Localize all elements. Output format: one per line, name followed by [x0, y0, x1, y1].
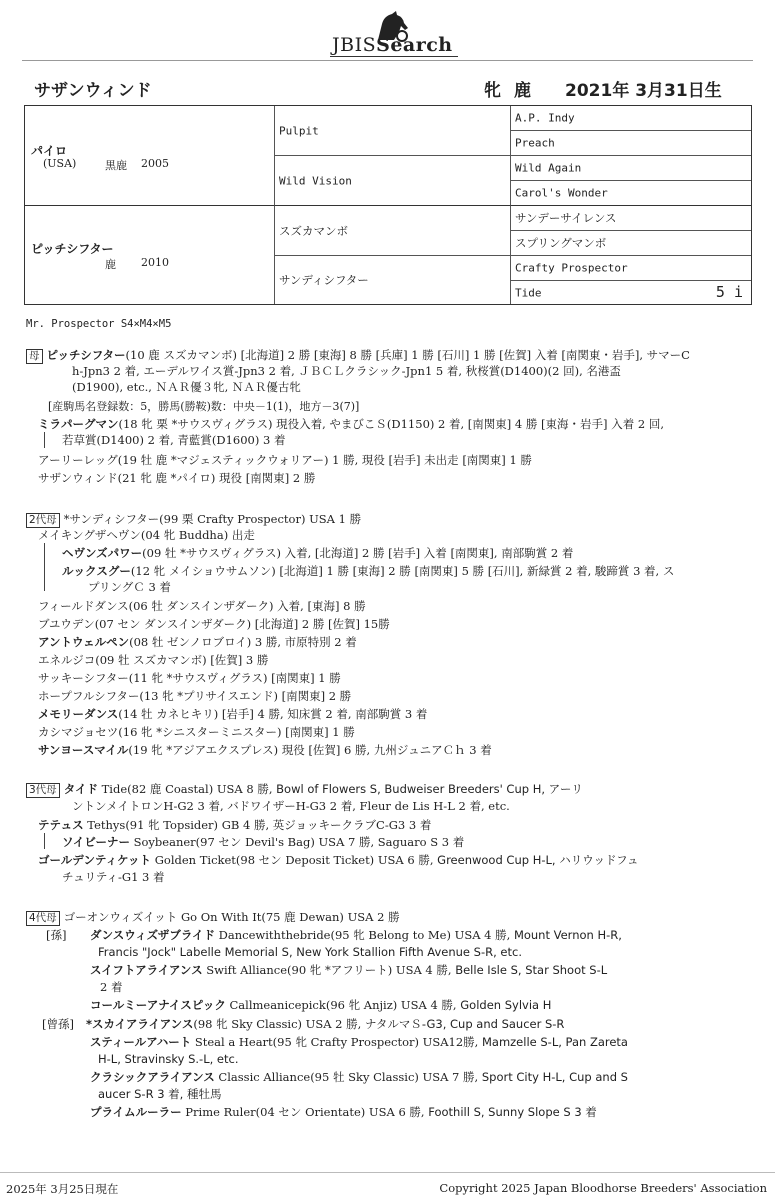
horse-color: 鹿 [514, 81, 531, 101]
progeny-line: ダンスウィズザブライド Dancewiththebride(95 牝 Belong to Me) USA 4 勝, Mount Vernon H-R, [90, 928, 622, 942]
progeny-line: エネルジコ(09 牡 スズカマンボ) [佐賀] 3 勝 [38, 653, 269, 667]
pedigree-table [24, 105, 752, 305]
section-tag: 3代母 [26, 783, 60, 798]
inbreeding-count: 5 i [715, 283, 743, 301]
progeny-line: コールミーアナイスピック Callmeanicepick(96 牝 Anjiz) USA 4 勝, Golden Sylvia H [90, 998, 552, 1012]
gen3-cell[interactable]: Wild Again [511, 156, 751, 181]
great-grandchild-label: [曾孫] [42, 1017, 74, 1031]
progeny-line: カシマジョセツ(16 牝 *シニスターミニスター) [南関東] 1 勝 [38, 725, 355, 739]
gen3-cell[interactable]: Tide 5 i [515, 283, 743, 301]
tree-connector [44, 833, 45, 849]
footer-copyright: Copyright 2025 Japan Bloodhorse Breeders' Association [439, 1181, 767, 1195]
horse-name: サザンウィンド [34, 81, 152, 101]
progeny-line: ヘヴンズパワー(09 牡 *サウスヴィグラス) 入着, [北海道] 2 勝 [岩手] 入着 [南関東], 南部駒賞 2 着 [62, 546, 574, 560]
progeny-line: H-L, Stravinsky S.-L, etc. [98, 1052, 239, 1066]
progeny-line: フィールドダンス(06 牡 ダンスインザダーク) 入着, [東海] 8 勝 [38, 599, 366, 613]
dam-name[interactable]: ピッチシフター [31, 242, 114, 256]
gen3-cell[interactable]: スプリングマンボ [511, 231, 751, 256]
section-second-dam-line: 2代母 *サンディシフター(99 栗 Crafty Prospector) USA 1 勝 [26, 511, 361, 528]
progeny-line: ルックスグー(12 牝 メイショウサムソン) [北海道] 1 勝 [東海] 2 勝 [南関東] 5 勝 [石川], 新緑賞 2 着, 駿蹄賞 3 着, ス [62, 564, 675, 578]
sire-year: 2005 [141, 157, 169, 170]
progeny-line: プリングＣ 3 着 [88, 580, 171, 594]
tree-connector [44, 432, 45, 448]
progeny-line: サンヨースマイル(19 牝 *アジアエクスプレス) 現役 [佐賀] 6 勝, 九州ジュニアＣｈ 3 着 [38, 743, 492, 757]
logo-text: JBISSearch [332, 34, 453, 56]
gen2-cell[interactable]: Pulpit [275, 106, 511, 156]
progeny-line: プライムルーラー Prime Ruler(04 セン Orientate) USA 6 勝, Foothill S, Sunny Slope S 3 着 [90, 1105, 597, 1119]
progeny-line: チュリティ-G1 3 着 [62, 870, 165, 884]
progeny-line: クラシックアライアンス Classic Alliance(95 牡 Sky Classic) USA 7 勝, Sport City H-L, Cup and S [90, 1070, 628, 1084]
section-dam-line: 母 ピッチシフター(10 鹿 スズカマンボ) [北海道] 2 勝 [東海] 8 勝 [兵庫] 1 勝 [石川] 1 勝 [佐賀] 入着 [南関東・岩手], サマーC [26, 347, 690, 364]
progeny-line: ホープフルシフター(13 牝 *プリサイスエンド) [南関東] 2 勝 [38, 689, 352, 703]
footer-date: 2025年 3月25日現在 [6, 1182, 119, 1196]
jbis-logo[interactable] [300, 8, 475, 56]
gen3-cell[interactable]: サンデーサイレンス [511, 206, 751, 231]
footer-divider [0, 1172, 775, 1173]
progeny-line: ソイビーナー Soybeaner(97 セン Devil's Bag) USA 7 勝, Saguaro S 3 着 [62, 835, 465, 849]
progeny-line: スイフトアライアンス Swift Alliance(90 牝 *アフリート) USA 4 勝, Belle Isle S, Star Shoot S-L [90, 963, 608, 977]
progeny-line: アーリーレッグ(19 牡 鹿 *マジェスティックウォリアー) 1 勝, 現役 [岩手] 未出走 [南関東] 1 勝 [38, 453, 532, 467]
dam-year: 2010 [141, 256, 169, 269]
section-third-dam-line: ントンメイトロンH-G2 3 着, バドワイザーH-G3 2 着, Fleur de Lis H-L 2 着, etc. [72, 799, 510, 813]
progeny-line: サザンウィンド(21 牝 鹿 *パイロ) 現役 [南関東] 2 勝 [38, 471, 316, 485]
progeny-line: aucer S-R 3 着, 種牡馬 [98, 1087, 222, 1101]
progeny-line: 2 着 [100, 980, 123, 994]
gen3-cell[interactable]: Preach [511, 131, 751, 156]
gen3-cell[interactable]: A.P. Indy [511, 106, 751, 131]
gen2-cell[interactable]: Wild Vision [275, 156, 511, 206]
progeny-line: メイキングザヘヴン(04 牝 Buddha) 出走 [38, 528, 255, 542]
progeny-line: スティールアハート Steal a Heart(95 牝 Crafty Prospector) USA12勝, Mamzelle S-L, Pan Zareta [90, 1035, 628, 1049]
progeny-line: Francis "Jock" Labelle Memorial S, New York Stallion Fifth Avenue S-R, etc. [98, 945, 522, 959]
section-fourth-dam-line: 4代母 ゴーオンウィズイット Go On With It(75 鹿 Dewan) USA 2 勝 [26, 909, 400, 926]
sire-name[interactable]: パイロ [31, 144, 68, 158]
section-dam-line: h-Jpn3 2 着, エーデルワイス賞-Jpn3 2 着, ＪＢＣＬクラシック-Jpn1 5 着, 秋桜賞(D1400)(2 回), 名港盃 [72, 364, 621, 378]
section-tag: 2代母 [26, 513, 60, 528]
logo-underline [330, 56, 458, 57]
section-tag: 4代母 [26, 911, 60, 926]
progeny-summary: [産駒馬名登録数：5，勝馬(勝鞍)数：中央－1(1)，地方－3(7)] [48, 400, 360, 413]
section-third-dam-line: 3代母 タイド Tide(82 鹿 Coastal) USA 8 勝, Bowl of Flowers S, Budweiser Breeders' Cup H, アーリ [26, 781, 583, 798]
gen3-cell[interactable]: Crafty Prospector [511, 256, 751, 281]
horse-birth-date: 2021年 3月31日生 [565, 81, 722, 101]
sire-color: 黒鹿 [105, 159, 127, 172]
gen2-cell[interactable]: サンディシフター [275, 256, 511, 304]
progeny-line: テテュス Tethys(91 牝 Topsider) GB 4 勝, 英ジョッキークラブC-G3 3 着 [38, 818, 432, 832]
progeny-line: サッキーシフター(11 牝 *サウスヴィグラス) [南関東] 1 勝 [38, 671, 341, 685]
progeny-line: 若草賞(D1400) 2 着, 青藍賞(D1600) 3 着 [62, 433, 286, 447]
dam-cell[interactable] [25, 206, 275, 304]
section-tag: 母 [26, 349, 43, 364]
gen2-cell[interactable]: スズカマンボ [275, 206, 511, 256]
progeny-line: アントウェルペン(08 牡 ゼンノロブロイ) 3 勝, 市原特別 2 着 [38, 635, 357, 649]
dam-color: 鹿 [105, 258, 116, 271]
grandchild-label: [孫] [46, 928, 67, 942]
gen3-cell[interactable]: Carol's Wonder [511, 181, 751, 206]
progeny-line: *スカイアライアンス(98 牝 Sky Classic) USA 2 勝, ナタルマＳ-G3, Cup and Saucer S-R [86, 1017, 565, 1031]
sire-country: (USA) [43, 157, 77, 170]
sire-cell[interactable] [25, 106, 275, 206]
tree-connector [44, 543, 45, 591]
inbreeding-summary: Mr. Prospector S4×M4×M5 [26, 318, 172, 330]
header-divider [22, 60, 753, 61]
progeny-line: ゴールデンティケット Golden Ticket(98 セン Deposit Ticket) USA 6 勝, Greenwood Cup H-L, ハリウッドフュ [38, 853, 639, 867]
section-dam-line: (D1900), etc., ＮＡＲ優３牝, ＮＡＲ優古牝 [72, 380, 301, 394]
progeny-line: ブユウデン(07 セン ダンスインザダーク) [北海道] 2 勝 [佐賀] 15勝 [38, 617, 390, 631]
progeny-line: ミラパーグマン(18 牝 栗 *サウスヴィグラス) 現役入着, やまびこＳ(D1150) 2 着, [南関東] 4 勝 [東海・岩手] 入着 2 回, [38, 417, 664, 431]
horse-sex: 牝 [484, 81, 501, 101]
progeny-line: メモリーダンス(14 牡 カネヒキリ) [岩手] 4 勝, 知床賞 2 着, 南部駒賞 3 着 [38, 707, 428, 721]
